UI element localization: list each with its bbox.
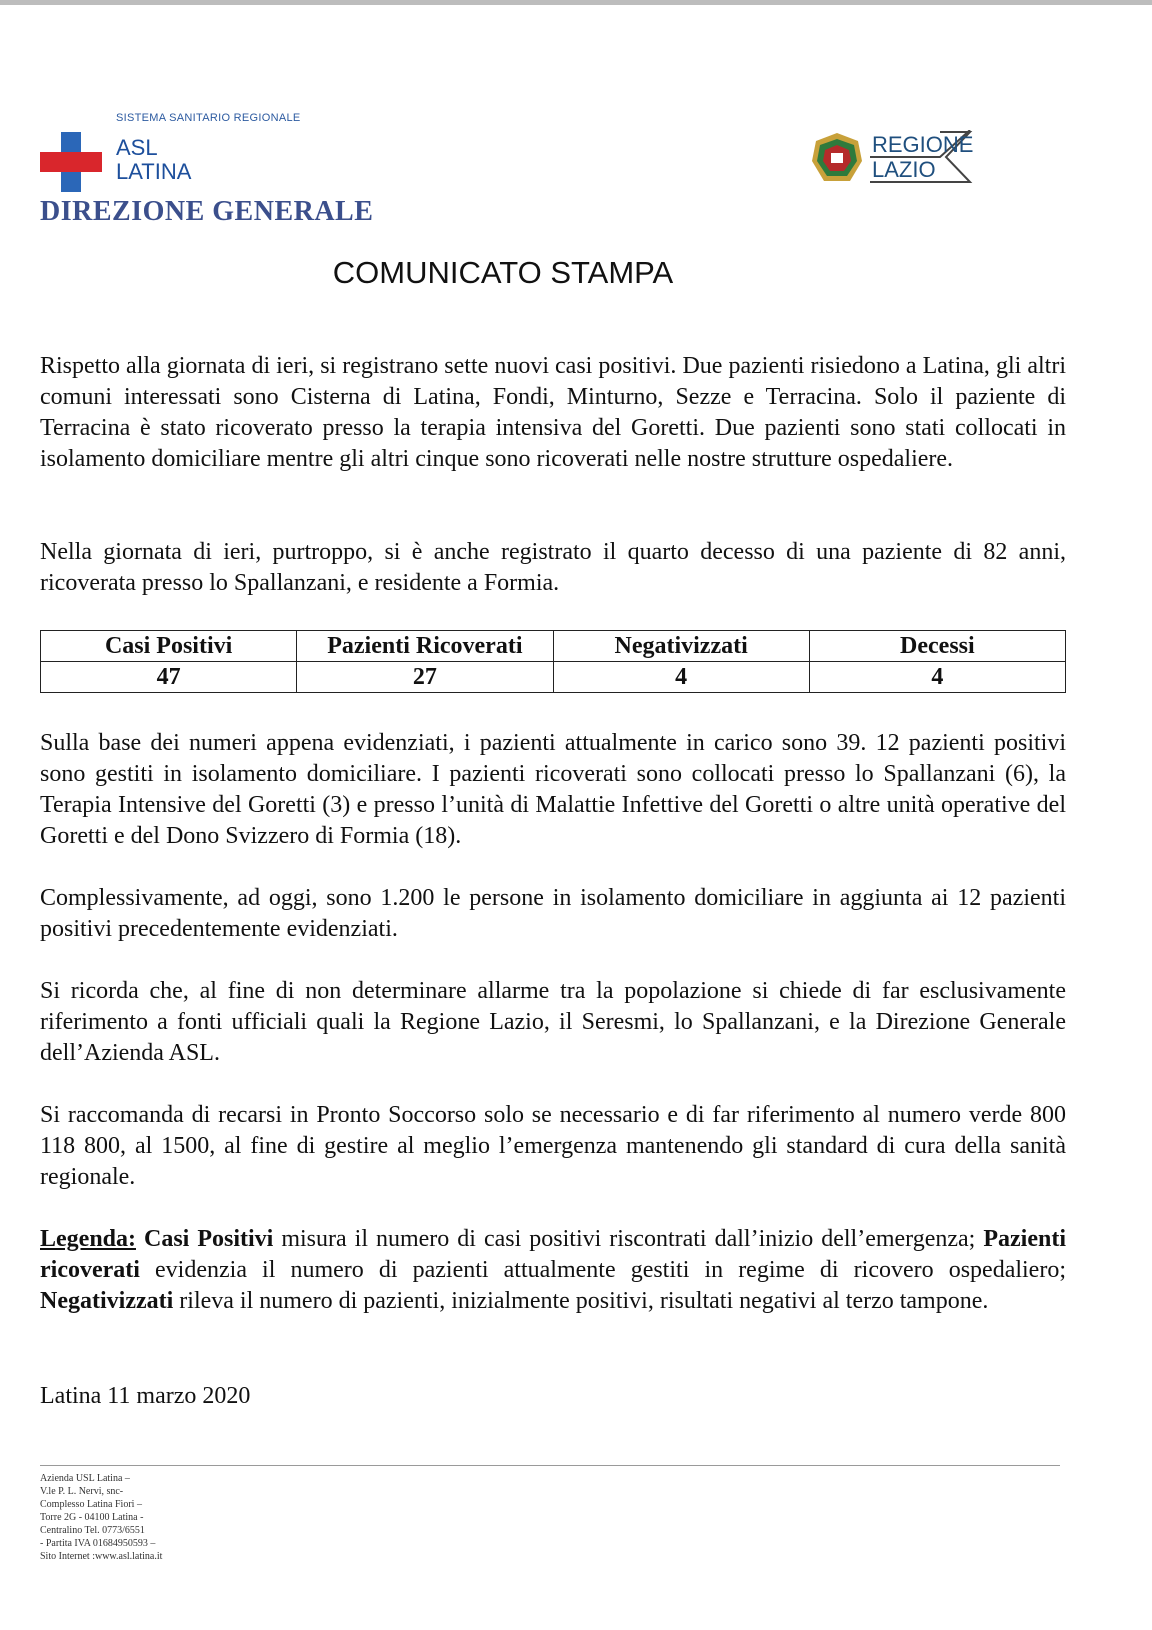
legend-paragraph: [40, 1224, 1066, 1317]
stats-header-positive: Casi Positivi: [41, 631, 297, 662]
stats-header-row: [41, 631, 1066, 662]
asl-system-label: SISTEMA SANITARIO REGIONALE: [116, 112, 301, 124]
stats-header-deaths: Decessi: [809, 631, 1065, 662]
asl-name-line1: ASL: [116, 135, 158, 160]
region-line1: REGIONE: [872, 132, 974, 157]
footer-website: Sito Internet :www.asl.latina.it: [40, 1551, 163, 1562]
paragraph-official-sources: Si ricorda che, al fine di non determinare allarme tra la popolazione si chiede di far esclusivamente riferimento a fonti ufficiali quali la Regione Lazio, il Seresmi, lo Spallanzani, e la Direzione Generale dell’Azienda ASL.: [40, 978, 1066, 1066]
footer-line: - Partita IVA 01684950593 –: [40, 1538, 156, 1549]
direction-heading: DIREZIONE GENERALE: [40, 196, 374, 227]
regione-lazio-name: [872, 132, 973, 182]
legend-label: Legenda:: [40, 1226, 136, 1252]
stats-value-negative: 4: [553, 662, 809, 693]
paragraph-current-patients: Sulla base dei numeri appena evidenziati, i pazienti attualmente in carico sono 39. 12 pazienti positivi sono gestiti in isolamento domiciliare. I pazienti ricoverati sono collocati presso lo Spallanzani (6), la Terapia Intensive del Goretti (3) e presso l’unità di Malattie Infettive del Goretti o altre unità operative del Goretti e del Dono Svizzero di Formia (18).: [40, 730, 1066, 849]
regione-lazio-emblem-icon: [810, 131, 864, 185]
stats-value-row: [41, 662, 1066, 693]
date-line: Latina 11 marzo 2020: [40, 1383, 251, 1409]
footer-line: V.le P. L. Nervi, snc-: [40, 1486, 124, 1497]
asl-name: [116, 136, 191, 184]
asl-cross-logo-icon: [40, 132, 102, 192]
stats-header-negative: Negativizzati: [553, 631, 809, 662]
footer-divider: [40, 1465, 1060, 1466]
footer-address: [40, 1472, 162, 1563]
paragraph-emergency-number: Si raccomanda di recarsi in Pronto Soccorso solo se necessario e di far riferimento al numero verde 800 118 800, al 1500, al fine di gestire al meglio l’emergenza mantenendo gli standard di cura della sanità regionale.: [40, 1102, 1066, 1190]
footer-line: Complesso Latina Fiori –: [40, 1499, 142, 1510]
legend-term-negative: Negativizzati: [40, 1288, 174, 1314]
region-line2: LAZIO: [872, 157, 936, 182]
stats-table: [40, 630, 1066, 693]
asl-name-line2: LATINA: [116, 159, 192, 184]
paragraph-new-cases: Rispetto alla giornata di ieri, si registrano sette nuovi casi positivi. Due pazienti risiedono a Latina, gli altri comuni interessati sono Cisterna di Latina, Fondi, Minturno, Sezze e Terracina. Solo il paziente di Terracina è stato ricoverato presso la terapia intensiva del Goretti. Due pazienti sono stati collocati in isolamento domiciliare mentre gli altri cinque sono ricoverati nelle nostre strutture ospedaliere.: [40, 353, 1066, 472]
footer-line: Azienda USL Latina –: [40, 1473, 130, 1484]
paragraph-death: Nella giornata di ieri, purtroppo, si è anche registrato il quarto decesso di una paziente di 82 anni, ricoverata presso lo Spallanzani, e residente a Formia.: [40, 539, 1066, 596]
paragraph-home-isolation: Complessivamente, ad oggi, sono 1.200 le persone in isolamento domiciliare in aggiunta ai 12 pazienti positivi precedentemente evidenziati.: [40, 885, 1066, 942]
legend-text-hospitalized: evidenzia il numero di pazienti attualmente gestiti in regime di ricovero ospedaliero;: [139, 1257, 1066, 1283]
stats-value-deaths: 4: [809, 662, 1065, 693]
top-border: [0, 0, 1152, 5]
stats-header-hospitalized: Pazienti Ricoverati: [297, 631, 553, 662]
legend-text-positive: misura il numero di casi positivi riscontrati dall’inizio dell’emergenza;: [273, 1226, 984, 1252]
legend-text-negative: rileva il numero di pazienti, inizialmente positivi, risultati negativi al terzo tampone.: [173, 1288, 989, 1314]
document-title: COMUNICATO STAMPA: [332, 255, 674, 290]
legend-term-positive: Casi Positivi: [144, 1226, 274, 1252]
legend-term-hospitalized: Pazienti ricoverati: [40, 1226, 1066, 1283]
stats-value-positive: 47: [41, 662, 297, 693]
footer-line: Torre 2G - 04100 Latina -: [40, 1512, 144, 1523]
footer-line: Centralino Tel. 0773/6551: [40, 1525, 145, 1536]
stats-value-hospitalized: 27: [297, 662, 553, 693]
